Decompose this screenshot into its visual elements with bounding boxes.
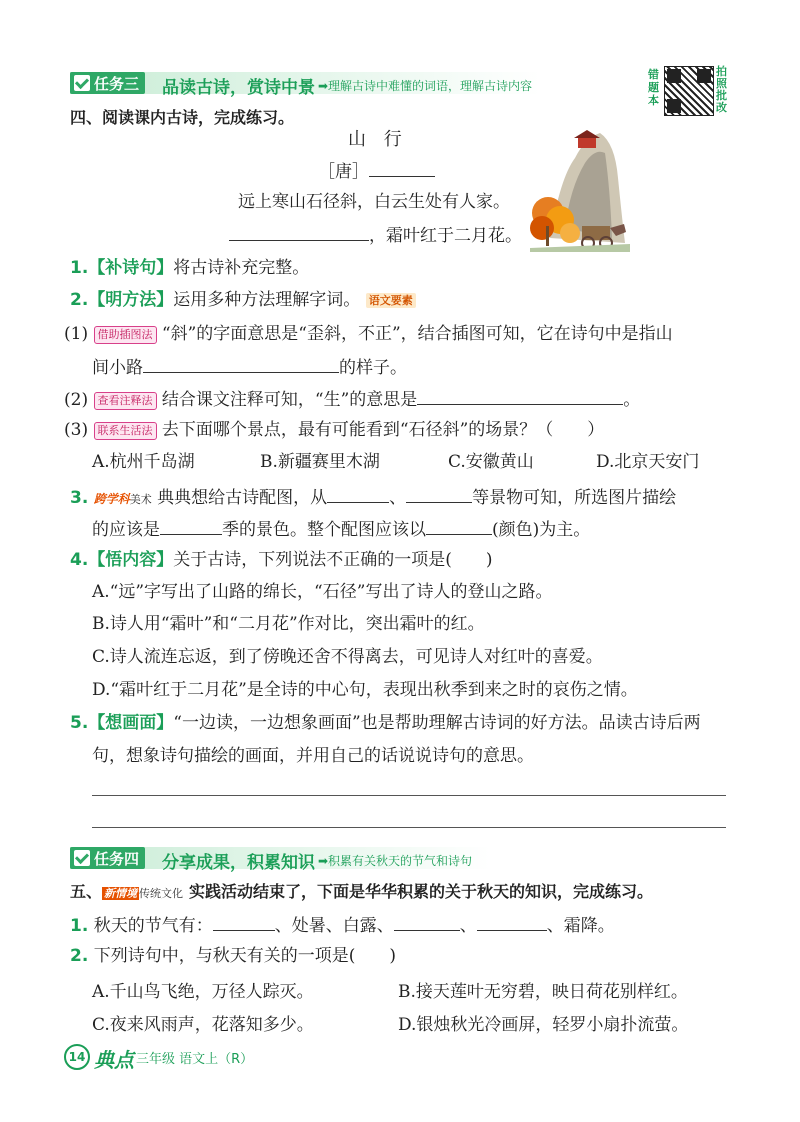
answer-line-1[interactable] bbox=[92, 795, 726, 796]
q2-3: (3) 联系生活法 去下面哪个景点，最有可能看到“石径斜”的场景？（ ） bbox=[64, 420, 605, 440]
q5-line-b: 句，想象诗句描绘的画面，并用自己的话说说诗句的意思。 bbox=[92, 746, 534, 766]
qr-right-label: 拍照批改 bbox=[716, 65, 727, 114]
q2: 2.【明方法】运用多种方法理解字词。 语文要素 bbox=[70, 288, 416, 312]
q4-option-d[interactable]: D.“霜叶红于二月花”是全诗的中心句，表现出秋季到来之时的哀伤之情。 bbox=[92, 680, 638, 700]
q2-1-line-a: (1) 借助插图法 “斜”的字面意思是“歪斜，不正”，结合插图可知，它在诗句中是指山 bbox=[64, 324, 673, 344]
s5-q2-option-b[interactable]: B.接天莲叶无穷碧，映日荷花别样红。 bbox=[398, 982, 688, 1002]
q2-2-blank[interactable] bbox=[417, 386, 623, 405]
section4-heading: 四、阅读课内古诗，完成练习。 bbox=[70, 108, 295, 127]
q3-blank-3[interactable] bbox=[160, 516, 222, 535]
poem-line-2: ，霜叶红于二月花。 bbox=[229, 222, 522, 248]
s5-q2-option-c[interactable]: C.夜来风雨声，花落知多少。 bbox=[92, 1015, 314, 1035]
qr-left-label: 错题本 bbox=[648, 68, 659, 107]
q5-tag: 【想画面】 bbox=[88, 713, 174, 733]
q3-blank-2[interactable] bbox=[406, 484, 472, 503]
task4-title: 分享成果，积累知识 bbox=[162, 853, 315, 873]
q2-tag: 【明方法】 bbox=[88, 290, 174, 310]
poem-author-line bbox=[318, 158, 435, 184]
q4-option-b[interactable]: B.诗人用“霜叶”和“二月花”作对比，突出霜叶的红。 bbox=[92, 614, 485, 634]
poem-dynasty: ［唐］ bbox=[318, 162, 369, 182]
poem-author-blank[interactable] bbox=[369, 158, 435, 177]
task3-title: 品读古诗，赏诗中景 bbox=[162, 78, 315, 98]
q4: 4.【悟内容】关于古诗，下列说法不正确的一项是( ) bbox=[70, 550, 493, 570]
q3-blank-4[interactable] bbox=[426, 516, 492, 535]
q2-1-method: 借助插图法 bbox=[94, 326, 157, 344]
check-icon bbox=[74, 75, 90, 91]
task3-badge: 任务三 bbox=[70, 72, 145, 94]
s5-q1-blank-2[interactable] bbox=[394, 912, 460, 931]
brand-logo: 典点 bbox=[94, 1048, 134, 1072]
q2-3-method: 联系生活法 bbox=[94, 422, 157, 440]
q2-3-option-c[interactable]: C.安徽黄山 bbox=[448, 452, 534, 472]
page-number: 14 bbox=[64, 1044, 90, 1070]
s5-q2-option-a[interactable]: A.千山鸟飞绝，万径人踪灭。 bbox=[92, 982, 314, 1002]
q2-2-method: 查看注释法 bbox=[94, 392, 157, 410]
q2-1-blank[interactable] bbox=[143, 354, 339, 373]
q4-tag: 【悟内容】 bbox=[88, 550, 174, 570]
q1: 1.【补诗句】将古诗补充完整。 bbox=[70, 258, 310, 278]
s5-q1-blank-3[interactable] bbox=[477, 912, 547, 931]
poem-illustration bbox=[530, 118, 630, 252]
s5-q1: 1. 秋天的节气有： 、处暑、白露、 、 、霜降。 bbox=[70, 912, 615, 938]
q3-blank-1[interactable] bbox=[327, 484, 389, 503]
section5-heading: 五、 新情境 传统文化 实践活动结束了，下面是华华积累的关于秋天的知识，完成练习。 bbox=[70, 882, 654, 901]
tag-culture: 传统文化 bbox=[139, 887, 184, 900]
q2-2: (2) 查看注释法 结合课文注释可知，“生”的意思是 。 bbox=[64, 386, 640, 412]
poem-line-1: 远上寒山石径斜，白云生处有人家。 bbox=[238, 192, 510, 212]
qr-code[interactable] bbox=[664, 66, 714, 116]
poem-line2-blank[interactable] bbox=[229, 222, 369, 241]
q3-subject: 美术 bbox=[129, 493, 152, 506]
q2-3-option-a[interactable]: A.杭州千岛湖 bbox=[92, 452, 195, 472]
check-icon bbox=[74, 850, 90, 866]
task3-subtitle: ➡理解古诗中难懂的词语，理解古诗内容 bbox=[318, 79, 533, 93]
task4-badge: 任务四 bbox=[70, 847, 145, 869]
q4-option-c[interactable]: C.诗人流连忘返，到了傍晚还舍不得离去，可见诗人对红叶的喜爱。 bbox=[92, 647, 603, 667]
s5-q2-option-d[interactable]: D.银烛秋光冷画屏，轻罗小扇扑流萤。 bbox=[398, 1015, 689, 1035]
task4-subtitle: ➡积累有关秋天的节气和诗句 bbox=[318, 854, 473, 868]
q5-line-a: 5.【想画面】“一边读，一边想象画面”也是帮助理解古诗词的好方法。品读古诗后两 bbox=[70, 713, 701, 733]
q2-badge: 语文要素 bbox=[366, 293, 416, 308]
s5-q2: 2. 下列诗句中，与秋天有关的一项是( ) bbox=[70, 946, 396, 966]
q3-line-a: 3. 跨学科美术 典典想给古诗配图，从 、 等景物可知，所选图片描绘 bbox=[70, 484, 676, 512]
q4-option-a[interactable]: A.“远”字写出了山路的绵长，“石径”写出了诗人的登山之路。 bbox=[92, 582, 553, 602]
poem-title: 山 行 bbox=[348, 129, 408, 150]
s5-q1-blank-1[interactable] bbox=[213, 912, 275, 931]
tag-new-context: 新情境 bbox=[104, 887, 138, 900]
q2-3-option-b[interactable]: B.新疆赛里木湖 bbox=[260, 452, 380, 472]
q1-tag: 【补诗句】 bbox=[88, 258, 174, 278]
footer-info: 三年级 语文上（R） bbox=[136, 1052, 254, 1067]
q2-3-option-d[interactable]: D.北京天安门 bbox=[596, 452, 700, 472]
q2-1-line-b: 间小路 的样子。 bbox=[92, 354, 407, 380]
q3-line-b: 的应该是 季的景色。整个配图应该以 (颜色)为主。 bbox=[92, 516, 590, 542]
q3-tag: 跨学科 bbox=[93, 492, 130, 506]
answer-line-2[interactable] bbox=[92, 827, 726, 828]
